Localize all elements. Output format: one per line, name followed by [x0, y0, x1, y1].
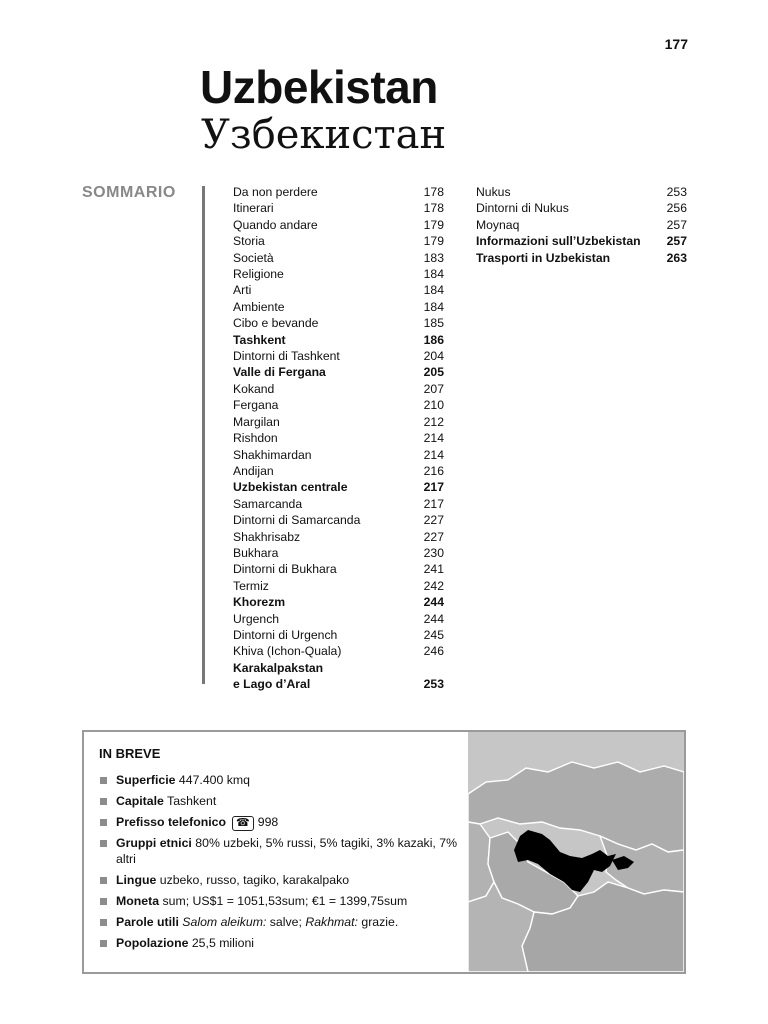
bullet-square-icon	[100, 777, 107, 784]
toc-entry	[233, 332, 444, 348]
fact-value: sum; US$1 = 1051,53sum; €1 = 1399,75sum	[162, 893, 408, 908]
toc-entry	[233, 512, 444, 528]
toc-entry-page: 178	[423, 201, 444, 216]
toc-entry-page: 227	[423, 529, 444, 544]
in-brief-facts	[99, 772, 469, 955]
toc-entry	[233, 364, 444, 380]
toc-entry-title: Rishdon	[233, 431, 278, 446]
toc-entry-page: 257	[666, 217, 687, 232]
toc-entry-title: Kokand	[233, 381, 275, 396]
toc-entry-title: Bukhara	[233, 545, 279, 560]
toc-entry	[233, 299, 444, 315]
page-number: 177	[664, 36, 688, 52]
toc-entry	[233, 414, 444, 430]
toc-entry-title: Società	[233, 250, 274, 265]
fact-item	[99, 772, 469, 788]
fact-item	[99, 835, 469, 867]
toc-entry-page: 217	[423, 496, 444, 511]
toc-entry-page: 207	[423, 381, 444, 396]
summary-divider	[202, 186, 205, 684]
in-brief-box	[82, 730, 686, 974]
fact-value: 25,5 milioni	[191, 935, 255, 950]
toc-entry	[233, 545, 444, 561]
fact-label: Prefisso telefonico	[116, 814, 227, 829]
fact-value: Tashkent	[167, 793, 217, 808]
toc-entry-page: 216	[423, 463, 444, 478]
fact-item	[99, 793, 469, 809]
toc-entry-title: Samarcanda	[233, 496, 303, 511]
toc-entry-title: Cibo e bevande	[233, 316, 319, 331]
toc-entry	[233, 479, 444, 495]
toc-entry	[233, 184, 444, 200]
fact-label: Capitale	[116, 793, 164, 808]
toc-entry-page: 256	[666, 201, 687, 216]
toc-entry-title: Shakhrisabz	[233, 529, 301, 544]
toc-entry-page: 230	[423, 545, 444, 560]
bullet-square-icon	[100, 819, 107, 826]
toc-entry-title: Karakalpakstan e Lago d’Aral	[233, 660, 324, 692]
toc-entry	[233, 217, 444, 233]
toc-entry-page: 205	[423, 365, 444, 380]
toc-entry-page: 185	[423, 316, 444, 331]
toc-entry	[476, 184, 687, 200]
fact-label: Superficie	[116, 773, 176, 787]
toc-entry	[233, 529, 444, 545]
bullet-square-icon	[100, 919, 107, 926]
bullet-square-icon	[100, 798, 107, 805]
toc-entry	[233, 496, 444, 512]
locator-map-svg	[468, 732, 684, 972]
toc-entry-page: 179	[423, 234, 444, 249]
toc-entry	[233, 430, 444, 446]
toc-entry	[476, 250, 687, 266]
fact-label: Moneta	[116, 893, 160, 908]
phone-icon: ☎	[232, 816, 254, 831]
toc-entry	[476, 217, 687, 233]
toc-entry-page: 246	[423, 644, 444, 659]
fact-item	[99, 814, 469, 831]
fact-item	[99, 914, 469, 930]
toc-entry-title: Khiva (Ichon-Quala)	[233, 644, 342, 659]
toc-entry	[233, 233, 444, 249]
fact-value-part: grazie.	[357, 914, 399, 929]
toc-entry-page: 210	[423, 398, 444, 413]
toc-entry-title: Moynaq	[476, 217, 520, 232]
toc-entry	[233, 594, 444, 610]
fact-item	[99, 935, 469, 951]
toc-entry-title: Quando andare	[233, 217, 318, 232]
toc-entry-title: Valle di Fergana	[233, 365, 326, 380]
toc-entry-page: 227	[423, 513, 444, 528]
toc-entry-title: Margilan	[233, 414, 280, 429]
fact-label: Parole utili	[116, 914, 179, 929]
fact-item	[99, 893, 469, 909]
toc-entry-page: 184	[423, 267, 444, 282]
toc-entry-page: 257	[666, 234, 687, 249]
fact-item	[99, 872, 469, 888]
toc-entry	[233, 561, 444, 577]
bullet-square-icon	[100, 840, 107, 847]
toc-entry	[233, 250, 444, 266]
toc-entry-title: Trasporti in Uzbekistan	[476, 250, 611, 265]
toc-entry-title: Uzbekistan centrale	[233, 480, 348, 495]
toc-entry-title: Fergana	[233, 398, 279, 413]
toc-entry	[233, 643, 444, 659]
toc-entry-page: 184	[423, 283, 444, 298]
toc-entry	[476, 200, 687, 216]
toc-entry-page: 244	[423, 611, 444, 626]
page-title: Uzbekistan	[200, 61, 438, 113]
toc-entry	[233, 348, 444, 364]
fact-label: Popolazione	[116, 935, 189, 950]
fact-value: 80% uzbeki, 5% russi, 5% tagiki, 3% kazaki, 7% altri	[116, 836, 458, 867]
toc-entry-title: Dintorni di Bukhara	[233, 562, 337, 577]
toc-entry-title: Religione	[233, 267, 284, 282]
toc-entry	[233, 397, 444, 413]
toc-entry-page: 242	[423, 578, 444, 593]
toc-entry-page: 183	[423, 250, 444, 265]
toc-entry-page: 178	[423, 185, 444, 199]
toc-entry-page: 214	[423, 447, 444, 462]
fact-value: 998	[257, 814, 279, 829]
toc-entry	[233, 315, 444, 331]
toc-entry	[233, 200, 444, 216]
toc-entry-title: Andijan	[233, 463, 274, 478]
toc-entry	[233, 463, 444, 479]
toc-entry	[233, 660, 444, 693]
toc-entry-page: 184	[423, 299, 444, 314]
toc-entry-title: Dintorni di Tashkent	[233, 349, 340, 364]
in-brief-title: IN BREVE	[99, 746, 161, 761]
toc-entry-title: Informazioni sull’Uzbekistan	[476, 234, 641, 249]
toc-entry-title: Shakhimardan	[233, 447, 312, 462]
bullet-square-icon	[100, 898, 107, 905]
toc-entry-title: Tashkent	[233, 332, 286, 347]
page-title-cyrillic: Узбекистан	[201, 112, 447, 158]
fact-value: uzbeko, russo, tagiko, karakalpako	[159, 873, 350, 888]
toc-entry	[233, 627, 444, 643]
toc-entry	[233, 381, 444, 397]
toc-entry-title: Da non perdere	[233, 185, 318, 199]
toc-entry	[476, 233, 687, 249]
toc-entry-page: 263	[666, 250, 687, 265]
toc-entry-page: 217	[423, 480, 444, 495]
toc-entry	[233, 578, 444, 594]
toc-entry-title: Khorezm	[233, 595, 286, 610]
toc-entry-page: 179	[423, 217, 444, 232]
locator-map	[468, 732, 684, 972]
toc-entry-page: 186	[423, 332, 444, 347]
toc-entry	[233, 611, 444, 627]
toc-entry	[233, 447, 444, 463]
fact-value-part: Rakhmat:	[305, 914, 358, 929]
fact-value-part: salve;	[266, 914, 306, 929]
toc-entry-title: Urgench	[233, 611, 280, 626]
fact-label: Lingue	[116, 873, 157, 888]
bullet-square-icon	[100, 877, 107, 884]
summary-list-right	[476, 184, 687, 266]
summary-label: SOMMARIO	[82, 184, 176, 201]
toc-entry-page: 245	[423, 627, 444, 642]
toc-entry-page: 212	[423, 414, 444, 429]
fact-value-part: Salom aleikum:	[182, 914, 267, 929]
toc-entry-page: 253	[423, 677, 444, 692]
toc-entry-title: Dintorni di Nukus	[476, 201, 569, 216]
toc-entry-title: Dintorni di Samarcanda	[233, 513, 361, 528]
bullet-square-icon	[100, 940, 107, 947]
toc-entry-page: 241	[423, 562, 444, 577]
summary-list-left	[233, 184, 444, 693]
fact-value: 447.400 kmq	[178, 773, 250, 787]
toc-entry-title: Termiz	[233, 578, 269, 593]
toc-entry	[233, 282, 444, 298]
toc-entry-title: Arti	[233, 283, 252, 298]
toc-entry-title: Ambiente	[233, 299, 285, 314]
toc-entry-title: Storia	[233, 234, 265, 249]
toc-entry-title: Itinerari	[233, 201, 274, 216]
toc-entry-title: Nukus	[476, 185, 511, 199]
fact-label: Gruppi etnici	[116, 836, 192, 851]
toc-entry-page: 244	[423, 595, 444, 610]
toc-entry-page: 253	[666, 185, 687, 199]
toc-entry	[233, 266, 444, 282]
toc-entry-page: 214	[423, 431, 444, 446]
toc-entry-title: Dintorni di Urgench	[233, 627, 338, 642]
toc-entry-page: 204	[423, 349, 444, 364]
